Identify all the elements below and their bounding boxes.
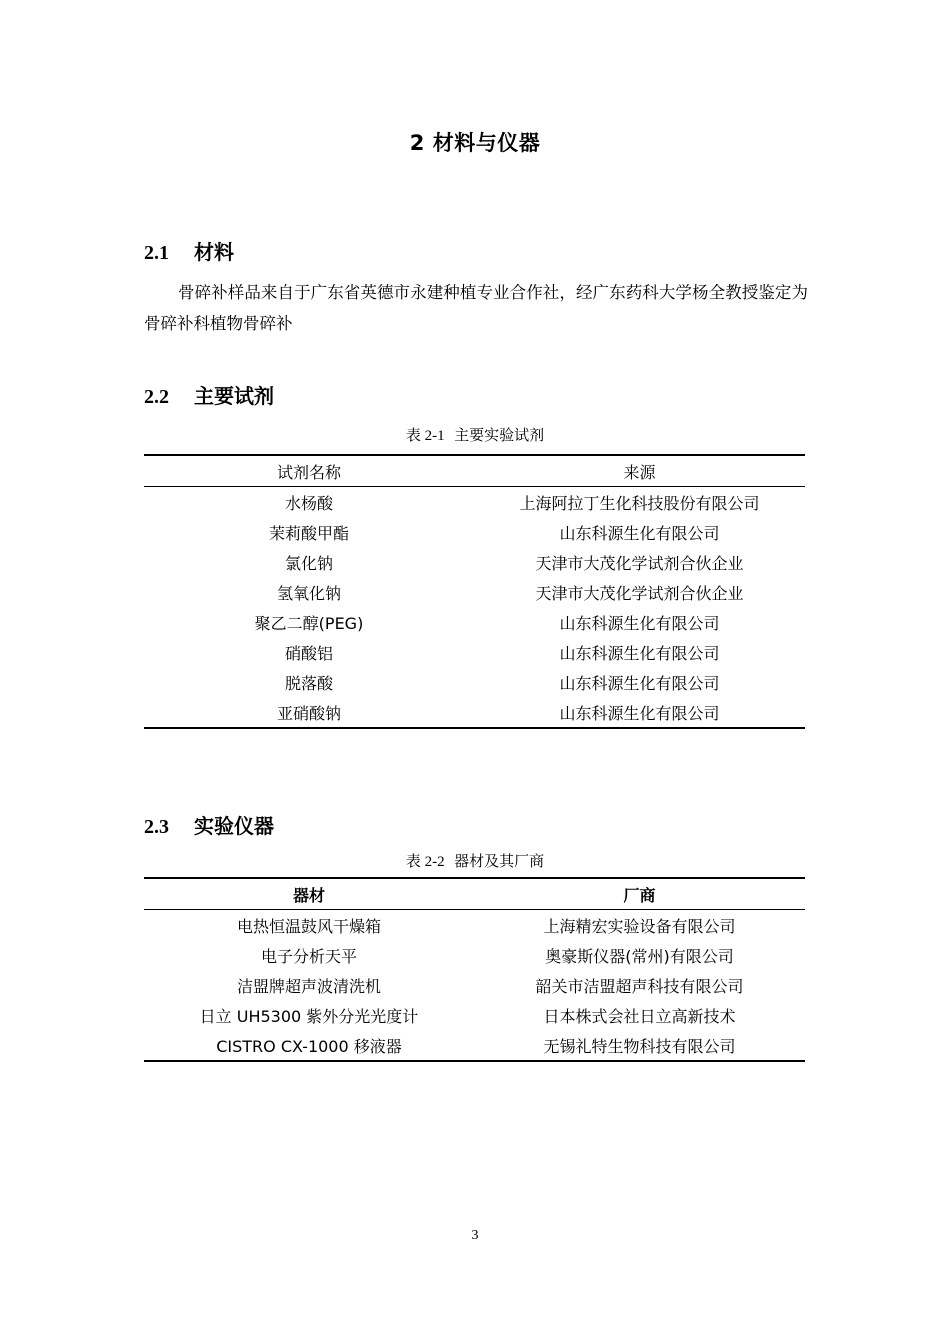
table-row <box>144 697 805 728</box>
table-cell: 韶关市洁盟超声科技有限公司 <box>535 976 744 996</box>
table-row <box>144 487 805 518</box>
table-cell: 亚硝酸钠 <box>144 697 474 728</box>
section-title: 主要试剂 <box>194 384 274 408</box>
table-header-cell: 试剂名称 <box>144 455 474 487</box>
table-row <box>144 1000 805 1030</box>
table-caption-text: 主要实验试剂 <box>454 426 545 444</box>
table-cell: 聚乙二醇(PEG) <box>254 613 364 633</box>
table-cell: 氯化钠 <box>284 553 333 573</box>
section-heading-materials <box>144 236 234 265</box>
table-row <box>144 910 805 941</box>
table-header-row <box>144 455 805 487</box>
table-header-cell: 来源 <box>474 455 805 487</box>
section-number: 2.3 <box>144 816 169 838</box>
table-cell: 山东科源生化有限公司 <box>559 643 720 663</box>
table-caption-reagents <box>0 424 950 445</box>
table-cell: 洁盟牌超声波清洗机 <box>236 976 381 996</box>
table-cell: 茉莉酸甲酯 <box>268 523 349 543</box>
table-header-cell: 厂商 <box>474 878 805 910</box>
section-number: 2.2 <box>144 386 169 408</box>
page-number: 3 <box>471 1228 479 1243</box>
table-row <box>144 667 805 697</box>
section-heading-reagents <box>144 380 274 409</box>
table-row <box>144 637 805 667</box>
materials-paragraph: 骨碎补样品来自于广东省英德市永建种植专业合作社，经广东药科大学杨全教授鉴定为骨碎补科植物骨碎补 <box>144 283 808 333</box>
table-cell: 脱落酸 <box>284 673 333 693</box>
table-caption-number: 表 2-2 <box>405 854 445 870</box>
table-row <box>144 1030 805 1061</box>
table-cell: 水杨酸 <box>284 493 333 513</box>
reagents-table <box>144 454 805 729</box>
instruments-table <box>144 877 805 1062</box>
table-cell: 日本株式会社日立高新技术 <box>543 1006 736 1026</box>
table-cell: 山东科源生化有限公司 <box>559 523 720 543</box>
table-cell: 无锡礼特生物科技有限公司 <box>474 1030 805 1061</box>
table-cell: 日立 UH5300 紫外分光光度计 <box>199 1006 419 1026</box>
table-cell: 天津市大茂化学试剂合伙企业 <box>535 553 744 573</box>
table-row <box>144 517 805 547</box>
table-caption-number: 表 2-1 <box>405 428 445 444</box>
table-cell: CISTRO CX-1000 移液器 <box>144 1030 474 1061</box>
table-cell: 山东科源生化有限公司 <box>474 697 805 728</box>
section-number: 2.1 <box>144 242 169 264</box>
table-cell: 上海阿拉丁生化科技股份有限公司 <box>519 493 760 513</box>
table-cell: 山东科源生化有限公司 <box>559 673 720 693</box>
table-header-row <box>144 878 805 910</box>
section-title: 实验仪器 <box>194 814 274 838</box>
table-cell: 上海精宏实验设备有限公司 <box>543 916 736 936</box>
table-cell: 硝酸铝 <box>284 643 333 663</box>
section-heading-instruments <box>144 810 274 839</box>
table-row <box>144 970 805 1000</box>
table-header-cell: 器材 <box>144 878 474 910</box>
section-title: 材料 <box>194 240 234 264</box>
table-row <box>144 577 805 607</box>
table-cell: 山东科源生化有限公司 <box>559 613 720 633</box>
table-row <box>144 547 805 577</box>
table-row <box>144 940 805 970</box>
table-cell: 奥豪斯仪器(常州)有限公司 <box>545 946 734 966</box>
table-cell: 天津市大茂化学试剂合伙企业 <box>535 583 744 603</box>
chapter-title: 2 材料与仪器 <box>409 131 541 155</box>
table-cell: 氢氧化钠 <box>276 583 341 603</box>
table-cell: 电子分析天平 <box>260 946 357 966</box>
table-caption-instruments <box>0 850 950 871</box>
table-row <box>144 607 805 637</box>
table-caption-text: 器材及其厂商 <box>454 852 545 870</box>
table-cell: 电热恒温鼓风干燥箱 <box>236 916 381 936</box>
